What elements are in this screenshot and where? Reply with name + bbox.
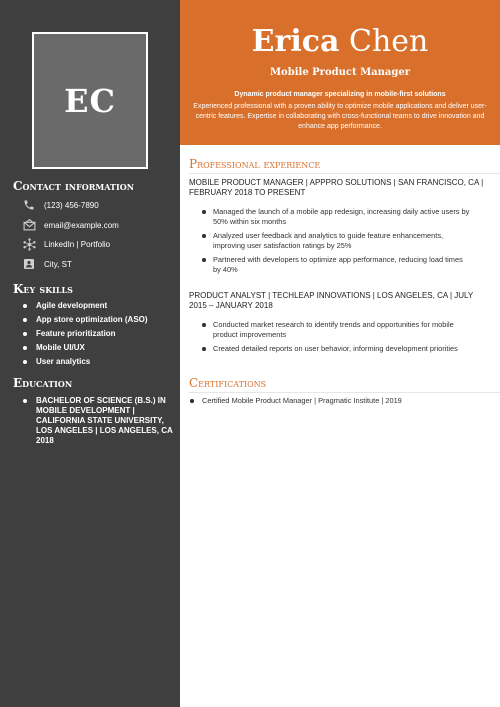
bullet-item: Analyzed user feedback and analytics to guide feature enhancements, improving user satisfaction ratings by 25% (201, 231, 471, 250)
skills-heading: Key skills (13, 282, 73, 296)
contact-location (22, 256, 72, 272)
tagline: Dynamic product manager specializing in mobile-first solutions (234, 91, 446, 98)
education-item: BACHELOR OF SCIENCE (B.S.) IN MOBILE DEVELOPMENT | CALIFORNIA STATE UNIVERSITY, LOS ANGELES | LOS ANGELES, CA 2018 (22, 396, 174, 446)
network-icon (22, 237, 36, 251)
bullet-item: Partnered with developers to optimize app performance, reducing load times by 40% (201, 255, 471, 274)
certification-item: Certified Mobile Product Manager | Pragmatic Institute | 2019 (189, 396, 485, 406)
contact-links-text: LinkedIn | Portfolio (44, 239, 111, 249)
education-list (22, 396, 174, 446)
job-bullets (201, 207, 471, 279)
contact-phone (22, 197, 99, 213)
bullet-item: Conducted market research to identify trends and opportunities for mobile product improvements (201, 320, 471, 339)
skills-list (22, 301, 148, 371)
contact-phone-text: (123) 456-7890 (44, 200, 99, 210)
experience-heading: Professional experience (189, 157, 321, 171)
skill-item: User analytics (22, 357, 148, 367)
location-icon (22, 257, 36, 271)
skill-item: Mobile UI/UX (22, 343, 148, 353)
job-title: PRODUCT ANALYST | TECHLEAP INNOVATIONS | LOS ANGELES, CA | JULY 2015 – JANUARY 2018 (189, 291, 474, 310)
certifications-heading: Certifications (189, 376, 267, 390)
education-heading: Education (13, 376, 73, 390)
phone-icon (22, 198, 36, 212)
bullet-item: Created detailed reports on user behavior, informing development priorities (201, 344, 471, 354)
certifications-list (189, 396, 485, 406)
last-name: Chen (348, 24, 429, 59)
bullet-item: Managed the launch of a mobile app redesign, increasing daily active users by 50% within six months (201, 207, 471, 226)
monogram: EC (64, 81, 116, 120)
monogram-box (32, 32, 148, 169)
job-bullets (201, 320, 471, 359)
first-name: Erica (251, 24, 340, 59)
skill-item: Feature prioritization (22, 329, 148, 339)
contact-heading: Contact information (13, 179, 135, 193)
contact-email[interactable] (22, 217, 119, 233)
sidebar (0, 0, 180, 707)
skill-item: Agile development (22, 301, 148, 311)
contact-location-text: City, ST (44, 259, 72, 269)
contact-links[interactable] (22, 236, 110, 252)
skill-item: App store optimization (ASO) (22, 315, 148, 325)
contact-email-text: email@example.com (44, 220, 119, 230)
summary: Experienced professional with a proven ability to optimize mobile applications and deliver user-centric features. Expertise in collaborating with cross-functional teams to drive innovation and enhance app performance. (193, 103, 487, 130)
job-role: Mobile Product Manager (269, 67, 410, 78)
certifications-divider (189, 392, 500, 393)
email-icon (22, 218, 36, 232)
experience-divider (189, 173, 500, 174)
header-banner (180, 0, 500, 145)
full-name (180, 24, 500, 60)
job-title: MOBILE PRODUCT MANAGER | APPPRO SOLUTIONS | SAN FRANCISCO, CA | FEBRUARY 2018 TO PRESENT (189, 178, 484, 197)
